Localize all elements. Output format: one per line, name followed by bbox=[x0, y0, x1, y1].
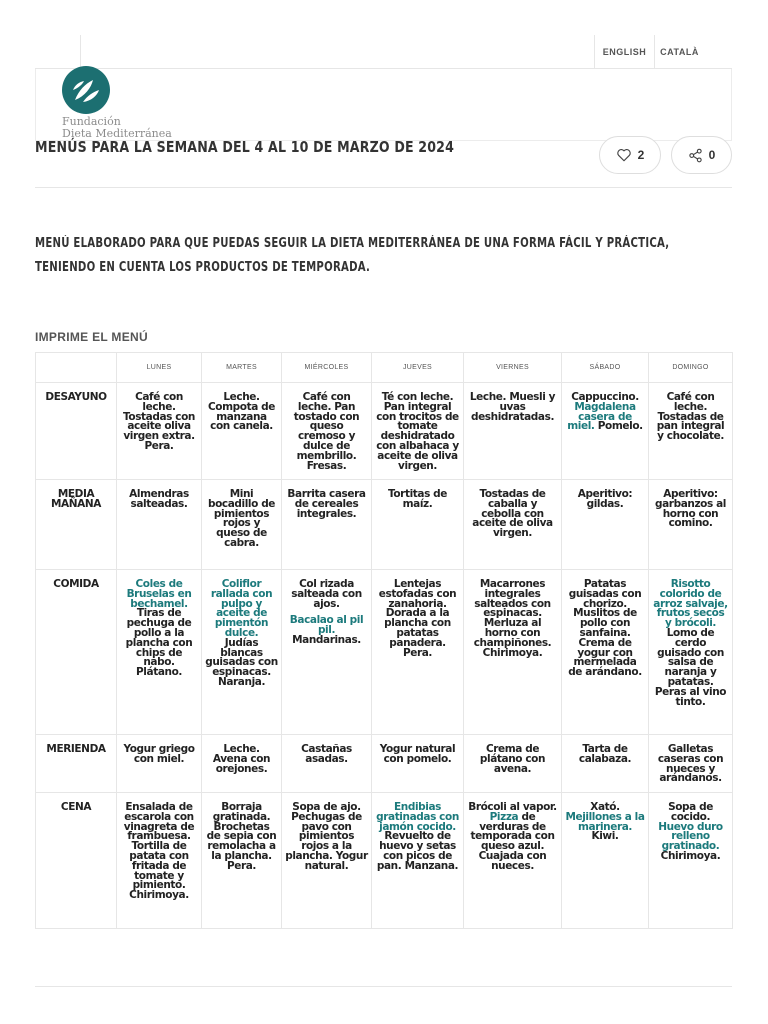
menu-cell bbox=[202, 480, 282, 570]
day-header: DOMINGO bbox=[649, 353, 733, 383]
meal-label: DESAYUNO bbox=[36, 383, 117, 480]
menu-text: Borraja gratinada. Brochetas de sepia con remolacha a la plancha. Pera. bbox=[206, 801, 277, 872]
menu-text: Xató. bbox=[590, 801, 620, 813]
menu-text: Leche. Avena con orejones. bbox=[212, 743, 271, 775]
menu-cell bbox=[117, 793, 202, 929]
menu-text: Almendras salteadas. bbox=[129, 488, 189, 510]
menu-text: Judías blancas guisadas con espinacas. Naranja. bbox=[205, 636, 278, 688]
menu-text: Crema de plátano con avena. bbox=[479, 743, 546, 775]
menu-table bbox=[35, 352, 733, 929]
menu-text: Sopa de ajo. Pechugas de pavo con pimientos rojos a la plancha. Yogur natural. bbox=[285, 801, 368, 872]
bottom-divider bbox=[35, 986, 732, 987]
recipe-link[interactable]: Coliflor rallada con pulpo y aceite de pimentón dulce. bbox=[210, 578, 273, 639]
like-count: 2 bbox=[637, 148, 645, 162]
menu-row bbox=[36, 480, 733, 570]
menu-cell bbox=[649, 480, 733, 570]
top-bar bbox=[35, 35, 732, 69]
menu-text: Aperitivo: gildas. bbox=[577, 488, 633, 510]
share-count: 0 bbox=[708, 148, 716, 162]
recipe-link[interactable]: Endibias gratinadas con jamón cocido. bbox=[376, 801, 459, 833]
recipe-link[interactable]: Magdalena casera de miel. bbox=[567, 400, 636, 433]
menu-text: Café con leche. Tostadas de pan integral y chocolate. bbox=[656, 391, 725, 443]
logo-leaves-icon bbox=[62, 66, 110, 114]
menu-cell bbox=[562, 793, 649, 929]
menu-row bbox=[36, 735, 733, 793]
language-english-link[interactable]: ENGLISH bbox=[594, 35, 654, 69]
menu-cell bbox=[372, 570, 464, 735]
menu-cell bbox=[464, 480, 562, 570]
menu-cell bbox=[117, 735, 202, 793]
print-menu-link[interactable]: IMPRIME EL MENÚ bbox=[35, 330, 148, 344]
menu-cell bbox=[282, 793, 372, 929]
menu-cell bbox=[372, 793, 464, 929]
menu-cell bbox=[117, 480, 202, 570]
day-header: LUNES bbox=[117, 353, 202, 383]
menu-cell bbox=[649, 735, 733, 793]
menu-cell bbox=[282, 735, 372, 793]
meal-label: MEDIA MAÑANA bbox=[36, 480, 117, 570]
menu-text: Té con leche. Pan integral con trocitos de tomate deshidratado con albahaca y aceite de oliva virgen. bbox=[376, 391, 459, 472]
menu-cell bbox=[117, 383, 202, 480]
recipe-link[interactable]: Mejillones a la marinera. bbox=[565, 810, 645, 833]
day-header: SÁBADO bbox=[562, 353, 649, 383]
intro-line2: TENIENDO EN CUENTA LOS PRODUCTOS DE TEMPORADA. bbox=[35, 260, 371, 275]
menu-text: Leche. Muesli y uvas deshidratadas. bbox=[469, 391, 556, 423]
menu-cell bbox=[464, 735, 562, 793]
menu-cell bbox=[372, 480, 464, 570]
menu-text: Tostadas de caballa y cebolla con aceite de oliva virgen. bbox=[472, 488, 553, 540]
menu-body bbox=[36, 383, 733, 929]
heart-icon bbox=[616, 148, 632, 162]
menu-row bbox=[36, 793, 733, 929]
menu-cell bbox=[282, 383, 372, 480]
meal-label: MERIENDA bbox=[36, 735, 117, 793]
menu-cell bbox=[372, 735, 464, 793]
menu-text: Mandarinas. bbox=[292, 633, 361, 646]
menu-text: Leche. Compota de manzana con canela. bbox=[208, 391, 275, 433]
intro-line1: MENÚ ELABORADO PARA QUE PUEDAS SEGUIR LA DIETA MEDITERRÁNEA DE UNA FORMA FÁCIL Y PRÁCTICA, bbox=[35, 236, 670, 251]
day-header: JUEVES bbox=[372, 353, 464, 383]
menu-cell bbox=[649, 793, 733, 929]
menu-cell bbox=[117, 570, 202, 735]
menu-cell bbox=[202, 793, 282, 929]
menu-text: Lentejas estofadas con zanahoria. Dorada a la plancha con patatas panadera. Pera. bbox=[378, 578, 457, 659]
recipe-link[interactable]: Coles de Bruselas en bechamel. bbox=[126, 578, 192, 610]
menu-cell bbox=[649, 383, 733, 480]
day-header: MIÉRCOLES bbox=[282, 353, 372, 383]
menu-text: Col rizada salteada con ajos. bbox=[291, 578, 362, 610]
menu-text: Pomelo. bbox=[594, 420, 643, 433]
menu-row bbox=[36, 383, 733, 480]
menu-cell bbox=[464, 793, 562, 929]
menu-text: Patatas guisadas con chorizo. Muslitos de pollo con sanfaina. Crema de yogur con mermelada de arándano. bbox=[568, 578, 642, 679]
menu-text: Cappuccino. bbox=[571, 391, 639, 403]
day-header: VIERNES bbox=[464, 353, 562, 383]
menu-cell bbox=[282, 480, 372, 570]
top-bar-divider bbox=[80, 35, 81, 69]
menu-text: Brócoli al vapor. bbox=[468, 801, 557, 813]
menu-text: Revuelto de huevo y setas con picos de pan. Manzana. bbox=[376, 830, 459, 872]
menu-row bbox=[36, 570, 733, 735]
menu-cell bbox=[562, 570, 649, 735]
menu-text: Café con leche. Pan tostado con queso cremoso y dulce de membrillo. Fresas. bbox=[293, 391, 360, 472]
menu-text: Tarta de calabaza. bbox=[578, 743, 632, 765]
menu-cell bbox=[562, 480, 649, 570]
menu-text: Yogur griego con miel. bbox=[123, 743, 195, 765]
logo-text-line1: Fundación bbox=[62, 115, 121, 128]
intro-text bbox=[35, 232, 729, 280]
recipe-link[interactable]: Risotto colorido de arroz salvaje, frutos secos y brócoli. bbox=[653, 578, 728, 630]
menu-corner-cell bbox=[36, 353, 117, 383]
menu-cell bbox=[282, 570, 372, 735]
share-icon bbox=[688, 148, 703, 163]
page-title: MENÚS PARA LA SEMANA DEL 4 AL 10 DE MARZO DE 2024 bbox=[35, 138, 455, 156]
menu-cell bbox=[649, 570, 733, 735]
menu-text: Tiras de pechuga de pollo a la plancha con chips de nabo. Plátano. bbox=[125, 607, 193, 679]
menu-text: Macarrones integrales salteados con espinacas. Merluza al horno con champiñones. Chirimoya. bbox=[473, 578, 552, 659]
menu-cell bbox=[202, 570, 282, 735]
recipe-link[interactable]: Bacalao al pil pil. bbox=[289, 614, 364, 637]
menu-text: Kiwi. bbox=[591, 830, 619, 843]
meal-label: COMIDA bbox=[36, 570, 117, 735]
menu-text: Chirimoya. bbox=[660, 849, 721, 862]
menu-cell bbox=[562, 383, 649, 480]
recipe-link[interactable]: Huevo duro relleno gratinado. bbox=[658, 820, 723, 853]
menu-cell bbox=[202, 735, 282, 793]
logo-text-line2: Dieta Mediterránea bbox=[62, 127, 172, 140]
share-button[interactable] bbox=[671, 136, 732, 174]
recipe-link[interactable]: Pizza bbox=[489, 810, 519, 823]
like-button[interactable] bbox=[599, 136, 661, 174]
menu-text: Aperitivo: garbanzos al horno con comino. bbox=[655, 488, 726, 530]
meal-label: CENA bbox=[36, 793, 117, 929]
menu-text: Tortitas de maíz. bbox=[387, 488, 448, 510]
menu-cell bbox=[464, 383, 562, 480]
menu-text: Mini bocadillo de pimientos rojos y queso de cabra. bbox=[207, 488, 276, 549]
menu-cell bbox=[202, 383, 282, 480]
menu-text: Yogur natural con pomelo. bbox=[379, 743, 456, 765]
menu-text: Café con leche. Tostadas con aceite oliva virgen extra. Pera. bbox=[123, 391, 195, 452]
menu-text: Barrita casera de cereales integrales. bbox=[287, 488, 366, 520]
logo[interactable] bbox=[62, 66, 172, 140]
menu-header-row bbox=[36, 353, 733, 383]
menu-text: Lomo de cerdo guisado con salsa de naranja y patatas. Peras al vino tinto. bbox=[654, 626, 727, 708]
menu-cell bbox=[562, 735, 649, 793]
day-header: MARTES bbox=[202, 353, 282, 383]
language-catala-link[interactable]: CATALÀ bbox=[654, 35, 704, 69]
menu-text: Galletas caseras con nueces y arándanos. bbox=[657, 743, 724, 785]
logo-text bbox=[62, 116, 172, 140]
menu-cell bbox=[464, 570, 562, 735]
divider bbox=[35, 187, 732, 188]
menu-text: Ensalada de escarola con vinagreta de frambuesa. Tortilla de patata con fritada de tomate y pimiento. Chirimoya. bbox=[123, 801, 195, 902]
menu-cell bbox=[372, 383, 464, 480]
menu-text: Castañas asadas. bbox=[301, 743, 352, 765]
menu-text: Sopa de cocido. bbox=[668, 801, 713, 823]
menu-text: de verduras de temporada con queso azul. Cuajada con nueces. bbox=[470, 810, 555, 872]
